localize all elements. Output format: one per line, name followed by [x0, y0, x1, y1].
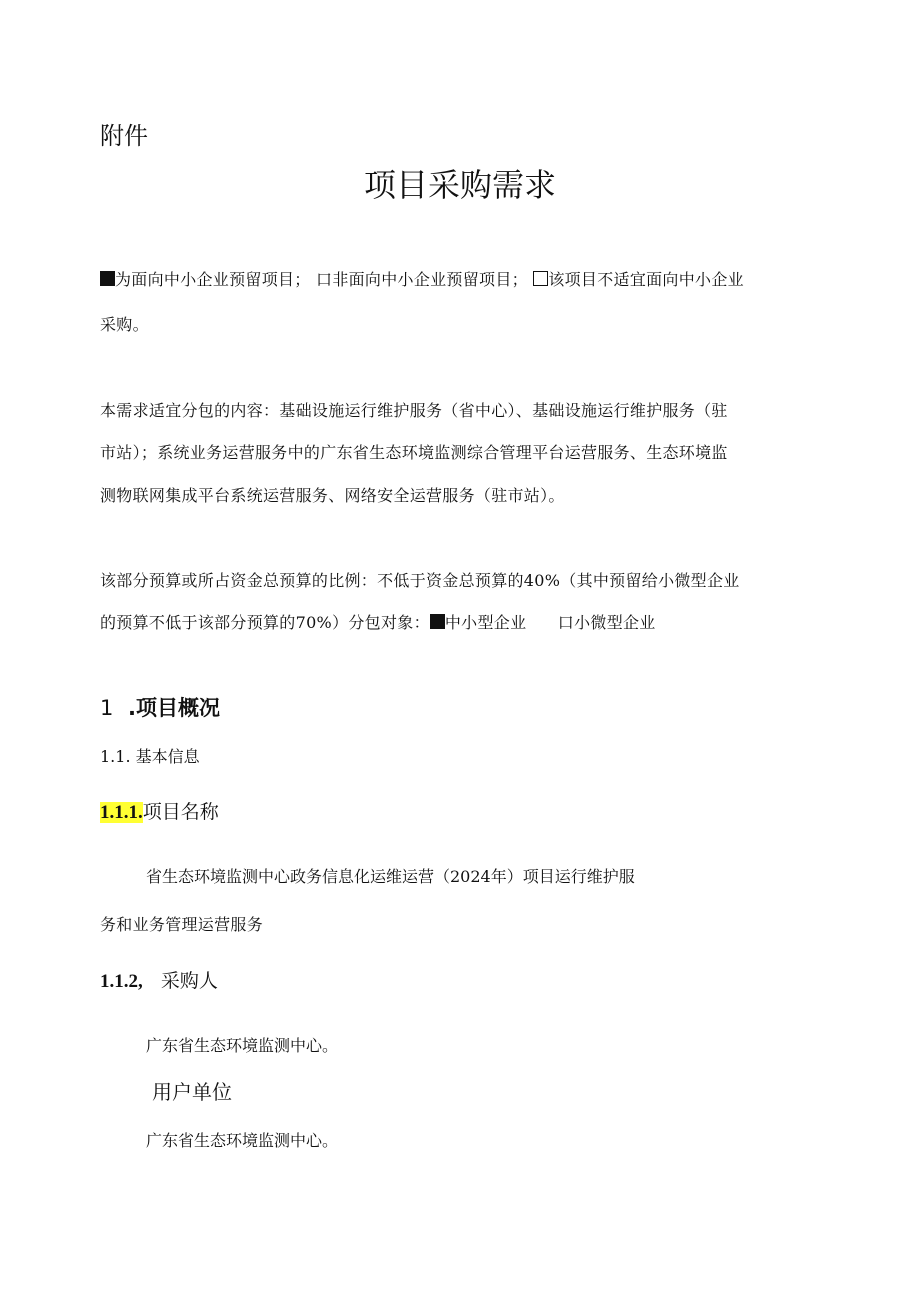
section-1-heading	[100, 692, 220, 722]
section-1-1-1-title: 项目名称	[142, 801, 219, 823]
section-1-1-2-heading	[100, 966, 218, 993]
page-title: 项目采购需求	[363, 166, 556, 204]
attachment-label: 附件	[100, 122, 148, 150]
project-name-line-1: 省生态环境监测中心政务信息化运维运营（2024年）项目运行维护服	[146, 867, 635, 886]
reservation-option-2-mark: 口	[316, 270, 333, 289]
section-1-1-1-number: 1.1.1.	[100, 802, 143, 823]
budget-target-1: 中小型企业	[444, 613, 527, 632]
subcontract-line-3: 测物联网集成平台系统运营服务、网络安全运营服务（驻市站）。	[100, 486, 565, 505]
checked-box-icon	[100, 271, 115, 286]
user-unit-heading: 用户单位	[152, 1080, 232, 1104]
subcontract-line-1: 本需求适宜分包的内容：基础设施运行维护服务（省中心）、基础设施运行维护服务（驻	[100, 401, 728, 420]
section-1-title: .项目概况	[128, 696, 220, 720]
reservation-option-3: 该项目不适宜面向中小企业	[548, 270, 744, 289]
reservation-line-2: 采购。	[100, 315, 149, 334]
section-1-1-2-number: 1.1.2,	[100, 971, 143, 992]
budget-target-2-mark: 口	[557, 613, 575, 632]
budget-line-2-text: 的预算不低于该部分预算的70%）分包对象：	[100, 613, 430, 632]
section-1-number: 1	[100, 696, 114, 720]
budget-line-2	[100, 610, 656, 633]
section-1-1-2-title: 采购人	[160, 970, 218, 992]
project-name-line-2: 务和业务管理运营服务	[100, 915, 264, 934]
reservation-option-1: 为面向中小企业预留项目；	[115, 270, 311, 289]
section-1-1-heading: 1.1. 基本信息	[100, 747, 200, 766]
reservation-line-1	[100, 267, 744, 290]
user-unit-content: 广东省生态环境监测中心。	[146, 1131, 339, 1150]
purchaser-content: 广东省生态环境监测中心。	[146, 1036, 339, 1055]
checked-box-icon	[430, 614, 445, 629]
reservation-option-2: 非面向中小企业预留项目；	[332, 270, 528, 289]
budget-target-2: 小微型企业	[574, 613, 656, 632]
unchecked-box-icon	[533, 271, 548, 286]
budget-line-1: 该部分预算或所占资金总预算的比例：不低于资金总预算的40%（其中预留给小微型企业	[100, 571, 740, 590]
subcontract-line-2: 市站）；系统业务运营服务中的广东省生态环境监测综合管理平台运营服务、生态环境监	[100, 443, 728, 462]
section-1-1-1-heading	[100, 797, 219, 824]
